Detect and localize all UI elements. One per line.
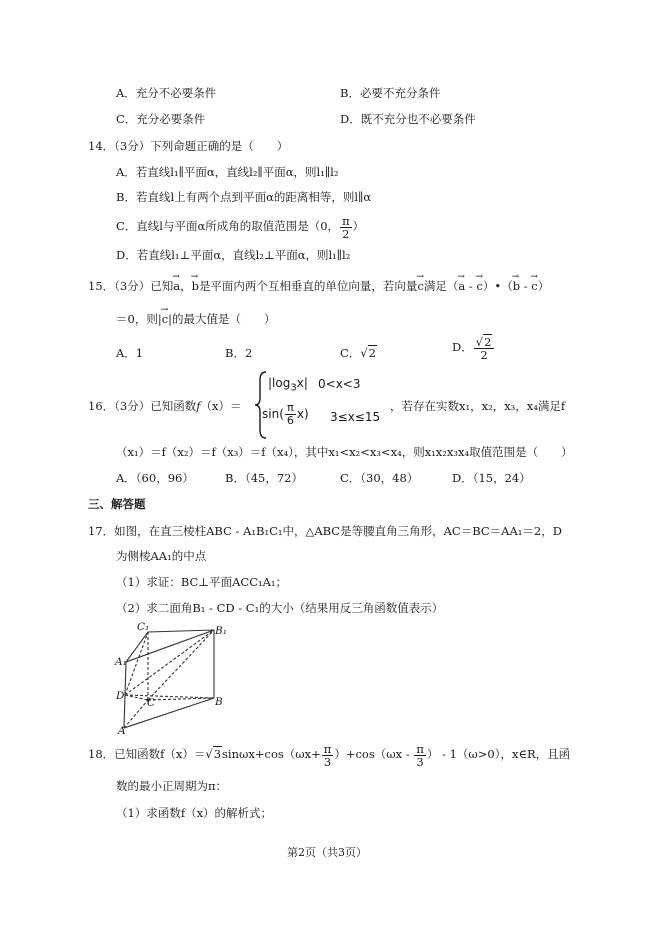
q15-option-b: B．2 [225, 346, 253, 360]
q14-option-c: C．直线l与平面α所成角的取值范围是（0， $\frac{\pi}{2}$ ） [116, 213, 365, 241]
q16-option-d: D．（15，24） [452, 471, 531, 485]
label-b: B [215, 696, 223, 708]
q16-option-b: B．（45，72） [225, 471, 303, 485]
q16-option-a: A．（60，96） [116, 471, 194, 485]
q16-stem-line1: 16．（3分）已知函数f（x）＝ [88, 399, 242, 413]
q16-stem-line1-tail: ，若存在实数x₁，x₂，x₃，x₄满足f [390, 399, 566, 413]
label-c1: C₁ [137, 621, 150, 633]
q16-stem-line2: （x₁）＝f（x₂）＝f（x₃）＝f（x₄），其中x₁<x₂<x₃<x₄，则x₁x₂x₃x₄取值范围是（ ） [116, 445, 573, 459]
q17-part1: （1）求证：BC⊥平面ACC₁A₁； [116, 575, 288, 589]
label-a: A [118, 725, 126, 737]
q15-stem-line1: 15．（3分）已知→ a，→ b是平面内两个互相垂直的单位向量，若向量→ c满足（→ a - → c）•（→ b - → c） [88, 279, 549, 293]
q17-stem-line1: 17．如图，在直三棱柱ABC - A₁B₁C₁中，△ABC是等腰直角三角形，AC＝BC＝AA₁＝2，D [88, 524, 562, 538]
q14-option-d: D．若直线l₁⊥平面α，直线l₂⊥平面α，则l₁∥l₂ [116, 248, 351, 262]
label-a1: A₁ [115, 656, 127, 668]
label-c: C [147, 697, 156, 709]
q13-option-d: D．既不充分也不必要条件 [340, 112, 476, 126]
piecewise-case-2: sin( $\frac{\pi}{6}$ x) [262, 401, 309, 427]
q14-stem: 14．（3分）下列命题正确的是（ ） [88, 139, 289, 153]
section-heading: 三、解答题 [88, 497, 146, 511]
piecewise-condition-2: 3≤x≤15 [330, 410, 381, 424]
piecewise-condition-1: 0<x<3 [318, 377, 361, 391]
q16-option-c: C．（30，48） [340, 471, 419, 485]
q17-stem-line2: 为侧棱AA₁的中点 [116, 549, 207, 563]
piecewise-case-1: $|\log_3x|$ [268, 376, 308, 394]
q15-option-d: D． $\frac{√2}{2}$ [452, 334, 495, 361]
q17-part2: （2）求二面角B₁ - CD - C₁的大小（结果用反三角函数值表示） [116, 601, 444, 615]
q13-option-a: A．充分不必要条件 [116, 86, 217, 100]
label-b1: B₁ [215, 625, 227, 637]
q14-option-b: B．若直线l上有两个点到平面α的距离相等，则l∥α [116, 190, 372, 204]
q15-stem-line2: ＝0，则|→ c|的最大值是（ ） [116, 312, 276, 326]
q18-part1: （1）求函数f（x）的解析式； [116, 806, 273, 820]
q13-option-b: B．必要不充分条件 [340, 86, 441, 100]
page-footer: 第2页（共3页） [287, 846, 367, 859]
q15-option-a: A．1 [116, 346, 144, 360]
q15-option-c: C．√2 [340, 346, 376, 360]
q18-stem-line1: 18．已知函数f（x）＝√3sinωx+cos（ωx+ $\frac{\pi}{3}$ ）+cos（ωx - $\frac{\pi}{3}$ ） - 1（ω>0），x∈R，且函 [88, 741, 571, 769]
label-d: D [116, 690, 125, 702]
q13-option-c: C．充分必要条件 [116, 112, 206, 126]
q14-option-a: A．若直线l₁∥平面α，直线l₂∥平面α，则l₁∥l₂ [116, 165, 339, 179]
q18-stem-line2: 数的最小正周期为π： [116, 779, 228, 793]
